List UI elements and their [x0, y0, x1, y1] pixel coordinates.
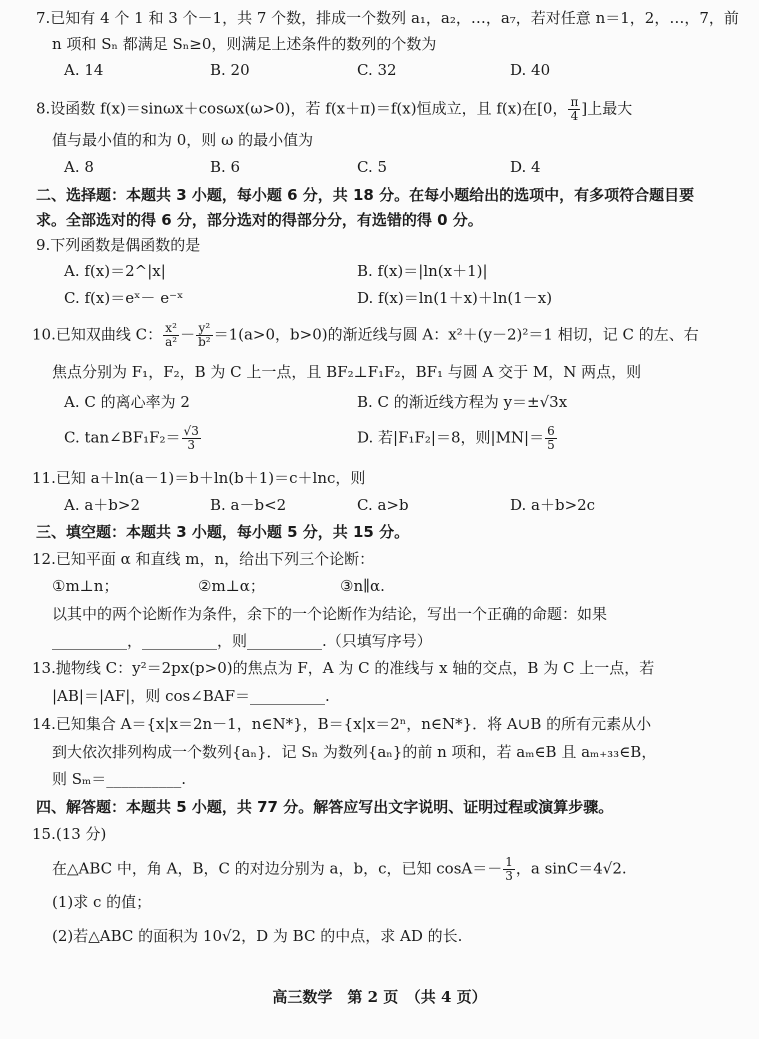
- q15-stem-pre: 在△ABC 中，角 A，B，C 的对边分别为 a，b，c，已知 cosA＝－: [52, 859, 503, 878]
- q8-interval-fraction: [568, 96, 580, 123]
- q15-part1: (1)求 c 的值；: [52, 893, 152, 911]
- q7-option-b: B. 20: [210, 61, 250, 79]
- q10-option-c-fraction: [182, 425, 201, 452]
- q12-claim-3: ③n∥α.: [340, 577, 385, 595]
- q10-fraction-y-numerator: y²: [196, 322, 213, 336]
- q8-line1: [0, 96, 759, 123]
- q15-heading: 15.(13 分): [32, 825, 107, 843]
- q10-minus: －: [180, 325, 196, 344]
- q10-stem-post: ＝1(a>0，b>0)的渐近线与圆 A：x²＋(y－2)²＝1 相切，记 C 的左、右: [213, 325, 699, 344]
- q8-interval-right: ]上最大: [581, 99, 633, 118]
- q10-fraction-y: [196, 322, 213, 349]
- q8-option-b: B. 6: [210, 158, 241, 176]
- q10-option-d: [357, 425, 558, 452]
- q7-line2: n 项和 Sₙ 都满足 Sₙ≥0，则满足上述条件的数列的个数为: [52, 35, 437, 53]
- q7-option-c: C. 32: [357, 61, 397, 79]
- q10-option-c: [64, 425, 202, 452]
- q7-option-d: D. 40: [510, 61, 551, 79]
- q9-option-d: D. f(x)＝ln(1＋x)＋ln(1－x): [357, 289, 553, 307]
- q10-option-d-numerator: 6: [547, 424, 555, 438]
- q8-interval-left: [0，: [537, 99, 568, 118]
- q8-option-a: A. 8: [64, 158, 94, 176]
- q7-option-a: A. 14: [64, 61, 104, 79]
- q10-fraction-x-denominator: a²: [165, 335, 178, 349]
- q12-claim-1: ①m⊥n；: [52, 577, 119, 595]
- q10-option-c-text: C. tan∠BF₁F₂＝: [64, 428, 181, 447]
- q10-option-c-denominator: 3: [187, 438, 195, 452]
- section4-heading: 四、解答题：本题共 5 小题，共 77 分。解答应写出文字说明、证明过程或演算步骤。: [36, 798, 614, 816]
- q13-line2: |AB|＝|AF|，则 cos∠BAF＝__________.: [52, 687, 330, 705]
- q8-fraction-numerator: π: [570, 95, 579, 109]
- q8-option-d: D. 4: [510, 158, 541, 176]
- q7-stem: 7.已知有 4 个 1 和 3 个－1，共 7 个数，排成一个数列 a₁，a₂，…，a₇，若对任意 n＝1，2，…，7，前: [36, 9, 739, 27]
- q10-option-c-numerator: √3: [183, 424, 199, 438]
- q8-line2: 值与最小值的和为 0，则 ω 的最小值为: [52, 131, 314, 149]
- q14-line1: 14.已知集合 A＝{x|x＝2n－1，n∈N*}，B＝{x|x＝2ⁿ，n∈N*}．将 A∪B 的所有元素从小: [32, 715, 652, 733]
- q10-option-a: A. C 的离心率为 2: [64, 393, 190, 411]
- q8-stem: 8.设函数 f(x)＝sinωx＋cosωx(ω>0)，若 f(x＋π)＝f(x)恒成立，且 f(x)在: [36, 99, 538, 118]
- q11-option-b: B. a－b<2: [210, 496, 287, 514]
- q10-option-d-fraction: [545, 425, 557, 452]
- q9-stem: 9.下列函数是偶函数的是: [36, 236, 201, 254]
- q13-line1: 13.抛物线 C：y²＝2px(p>0)的焦点为 F，A 为 C 的准线与 x 轴的交点，B 为 C 上一点，若: [32, 659, 655, 677]
- q12-stem: 12.已知平面 α 和直线 m，n，给出下列三个论断：: [32, 550, 375, 568]
- q10-option-b: B. C 的渐近线方程为 y＝±√3x: [357, 393, 568, 411]
- q15-fraction: [503, 856, 515, 883]
- q14-line3: 则 Sₘ＝__________.: [52, 770, 187, 788]
- q15-fraction-denominator: 3: [505, 869, 513, 883]
- q12-line4: __________，__________，则__________.（只填写序号）: [52, 632, 432, 650]
- q10-option-d-denominator: 5: [547, 438, 555, 452]
- q10-fraction-y-denominator: b²: [198, 335, 211, 349]
- q14-line2: 到大依次排列构成一个数列{aₙ}．记 Sₙ 为数列{aₙ}的前 n 项和，若 aₘ∈B 且 aₘ₊₃₃∈B，: [52, 743, 657, 761]
- q7-line1: [0, 8, 759, 28]
- q12-line3: 以其中的两个论断作为条件，余下的一个论断作为结论，写出一个正确的命题：如果: [52, 605, 608, 623]
- q15-fraction-numerator: 1: [505, 855, 513, 869]
- q8-option-c: C. 5: [357, 158, 388, 176]
- q10-line2: 焦点分别为 F₁，F₂，B 为 C 上一点，且 BF₂⊥F₁F₂，BF₁ 与圆 A 交于 M，N 两点，则: [52, 363, 642, 381]
- q15-stem-post: ，a sinC＝4√2.: [515, 859, 627, 878]
- q12-claim-2: ②m⊥α；: [198, 577, 265, 595]
- q9-option-b: B. f(x)＝|ln(x＋1)|: [357, 262, 488, 280]
- q15-stem: [0, 856, 759, 883]
- q8-fraction-denominator: 4: [570, 109, 579, 123]
- q10-option-d-text: D. 若|F₁F₂|＝8，则|MN|＝: [357, 428, 545, 447]
- q10-fraction-x: [163, 322, 179, 349]
- section2-heading-line2: 求。全部选对的得 6 分，部分选对的得部分分，有选错的得 0 分。: [36, 211, 483, 229]
- q9-option-a: A. f(x)＝2^|x|: [64, 262, 166, 280]
- q10-fraction-x-numerator: x²: [163, 322, 179, 336]
- q10-stem-pre: 10.已知双曲线 C：: [32, 325, 163, 344]
- q9-option-c: C. f(x)＝eˣ－ e⁻ˣ: [64, 289, 184, 307]
- section3-heading: 三、填空题：本题共 3 小题，每小题 5 分，共 15 分。: [36, 523, 410, 541]
- q11-stem: 11.已知 a＋ln(a－1)＝b＋ln(b＋1)＝c＋lnc，则: [32, 469, 366, 487]
- q10-line1: [0, 322, 759, 349]
- q11-option-c: C. a>b: [357, 496, 409, 514]
- q11-option-d: D. a＋b>2c: [510, 496, 596, 514]
- q11-option-a: A. a＋b>2: [64, 496, 141, 514]
- q15-part2: (2)若△ABC 的面积为 10√2，D 为 BC 的中点，求 AD 的长.: [52, 927, 463, 945]
- section2-heading-line1: 二、选择题：本题共 3 小题，每小题 6 分，共 18 分。在每小题给出的选项中，有多项符合题目要: [36, 186, 695, 204]
- page-footer: 高三数学 第 2 页 （共 4 页）: [272, 988, 487, 1006]
